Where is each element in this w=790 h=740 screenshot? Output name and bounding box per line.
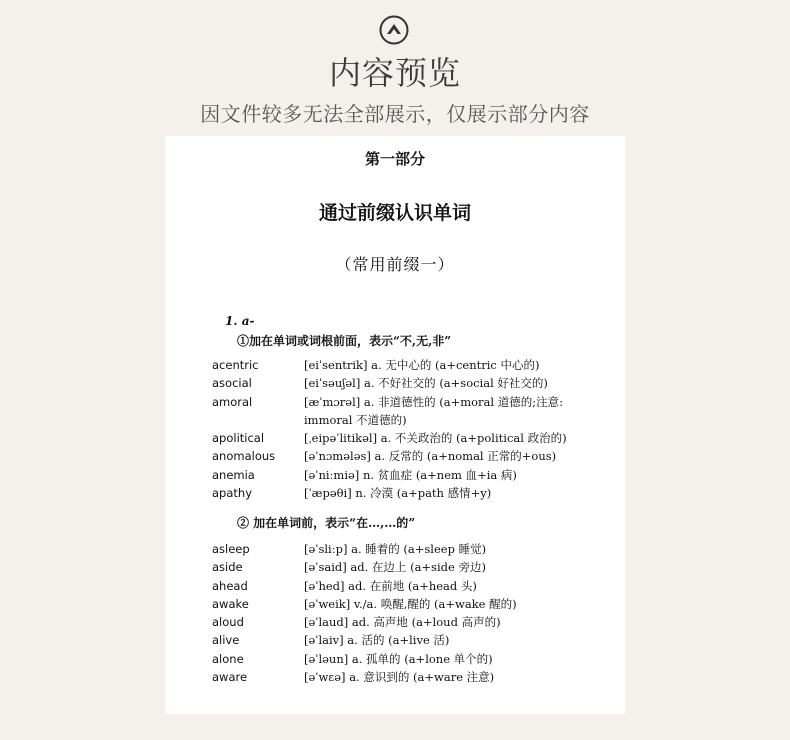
- entry-word: ahead: [212, 578, 248, 593]
- entry-word: apolitical: [212, 431, 265, 446]
- entry-word: alone: [212, 651, 244, 666]
- page-subtitle: 因文件较多无法全部展示，仅展示部分内容: [200, 102, 590, 126]
- part-title: 第一部分: [364, 150, 425, 168]
- entry-word: aside: [212, 560, 243, 575]
- entry-word: aware: [212, 670, 248, 685]
- list-item: [165, 670, 625, 688]
- sub-heading: （常用前缀一）: [335, 255, 455, 274]
- chevron-up-circle-icon[interactable]: [379, 15, 409, 45]
- entry-definition: [əˈhed] ad. 在前地 (a+head 头): [304, 578, 477, 593]
- section2-description: ② 加在单词前，表示“在…,…的”: [237, 516, 416, 530]
- entry-definition: [əˈləun] a. 孤单的 (a+lone 单个的): [304, 651, 493, 666]
- entry-word: alive: [212, 633, 240, 648]
- page-title: 内容预览: [328, 54, 461, 92]
- prefix-label: 1. a-: [225, 314, 255, 328]
- entry-word: asleep: [212, 542, 250, 556]
- entry-word: awake: [212, 596, 249, 611]
- entry-definition: [əˈsaid] ad. 在边上 (a+side 旁边): [304, 560, 486, 575]
- main-heading: 通过前缀认识单词: [318, 202, 471, 224]
- entry-definition: [əˈweik] v./a. 唤醒,醒的 (a+wake 醒的): [304, 596, 517, 611]
- entry-word: acentric: [212, 358, 259, 372]
- entry-word: amoral: [212, 394, 253, 409]
- entry-word: aloud: [212, 615, 244, 630]
- entry-definition: [əˈwɛə] a. 意识到的 (a+ware 注意): [304, 670, 495, 685]
- entry-definition: [əˈniːmiə] n. 贫血症 (a+nem 血+ia 病): [304, 467, 517, 482]
- entry-word: anemia: [212, 467, 255, 482]
- entry-definition: [əˈlaiv] a. 活的 (a+live 活): [304, 633, 450, 648]
- entry-word: asocial: [212, 376, 252, 391]
- entry-definition: [eiˈsəuʃəl] a. 不好社交的 (a+social 好社交的): [304, 376, 548, 391]
- entry-definition: [eiˈsentrik] a. 无中心的 (a+centric 中心的): [304, 358, 540, 372]
- entry-word: apathy: [212, 486, 252, 501]
- entry-definition: [æˈmɔrəl] a. 非道德性的 (a+moral 道德的;注意: immoral 不道德的): [304, 394, 563, 427]
- entry-definition: [ˌeipəˈlitikəl] a. 不关政治的 (a+political 政治的): [304, 431, 567, 446]
- list-item: [165, 395, 625, 432]
- entry-definition: [əˈnɔmələs] a. 反常的 (a+nomal 正常的+ous): [304, 449, 557, 464]
- entry-definition: [əˈsliːp] a. 睡着的 (a+sleep 睡觉): [304, 542, 487, 556]
- entry-word: anomalous: [212, 449, 276, 464]
- list-item: [165, 486, 625, 504]
- section1-description: ①加在单词或词根前面，表示“不,无,非”: [237, 334, 452, 348]
- document-preview: [165, 136, 625, 714]
- section2-entries: [165, 542, 625, 688]
- section1-entries: [165, 358, 625, 504]
- entry-definition: [ˈæpəθi] n. 冷漠 (a+path 感情+y): [304, 486, 492, 501]
- entry-definition: [əˈlaud] ad. 高声地 (a+loud 高声的): [304, 615, 501, 630]
